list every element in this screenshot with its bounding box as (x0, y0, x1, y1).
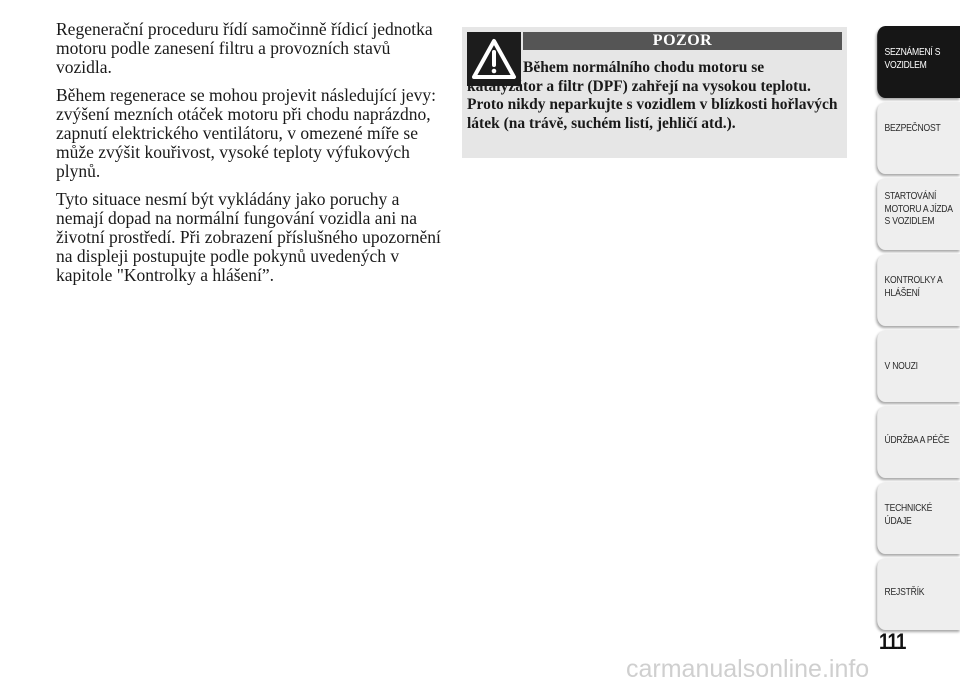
tab-bezpecnost[interactable] (877, 102, 960, 174)
tab-label: TECHNICKÉ ÚDAJE (884, 502, 933, 527)
tab-label: STARTOVÁNÍ MOTORU A JÍZDA S VOZIDLEM (884, 190, 953, 227)
paragraph-regeneration-control: Regenerační proceduru řídí samočinně řídicí jednotka motoru podle zanesení filtru a provozních stavů vozidla. (56, 19, 433, 78)
tab-label: REJSTŘÍK (884, 586, 925, 598)
tab-label: KONTROLKY A HLÁŠENÍ (884, 274, 943, 299)
tab-label: BEZPEČNOST (884, 122, 941, 134)
paragraph-not-faults: Tyto situace nesmí být vykládány jako poruchy a nemají dopad na normální fungování vozidla ani na životní prostředí. Při zobrazení příslušného upozornění na displeji postupujte podle pokynů uvedených v kapitole "Kontrolky a hlášení”. (56, 188, 441, 286)
watermark: carmanualsonline.info (626, 655, 870, 683)
warning-title: POZOR (523, 32, 842, 50)
warning-box (462, 27, 847, 158)
tab-seznameni-s-vozidlem[interactable] (877, 26, 960, 98)
tab-rejstrik[interactable] (877, 558, 960, 630)
tab-label: V NOUZI (884, 360, 918, 372)
page-number: 111 (879, 629, 906, 654)
tab-technicke-udaje[interactable] (877, 482, 960, 554)
tab-label: SEZNÁMENÍ S VOZIDLEM (884, 46, 941, 71)
paragraph-regeneration-effects: Během regenerace se mohou projevit následující jevy: zvýšení mezních otáček motoru při chodu naprázdno, zapnutí elektrického ventilátoru, v omezené míře se může zvýšit kouřivost, vysoké teploty výfukových plynů. (56, 84, 437, 182)
warning-text: Během normálního chodu motoru se katalyzátor a filtr (DPF) zahřejí na vysokou teplotu. Proto nikdy neparkujte s vozidlem v blízkosti hořlavých látek (na trávě, suchém listí, jehličí atd.). (467, 59, 838, 132)
tab-label: ÚDRŽBA A PÉČE (884, 434, 950, 446)
tab-kontrolky[interactable] (877, 254, 960, 326)
tab-v-nouzi[interactable] (877, 330, 960, 402)
body-text-column (56, 20, 441, 294)
chapter-tabs (859, 26, 960, 634)
tab-udrzba[interactable] (877, 406, 960, 478)
tab-startovani[interactable] (877, 178, 960, 250)
